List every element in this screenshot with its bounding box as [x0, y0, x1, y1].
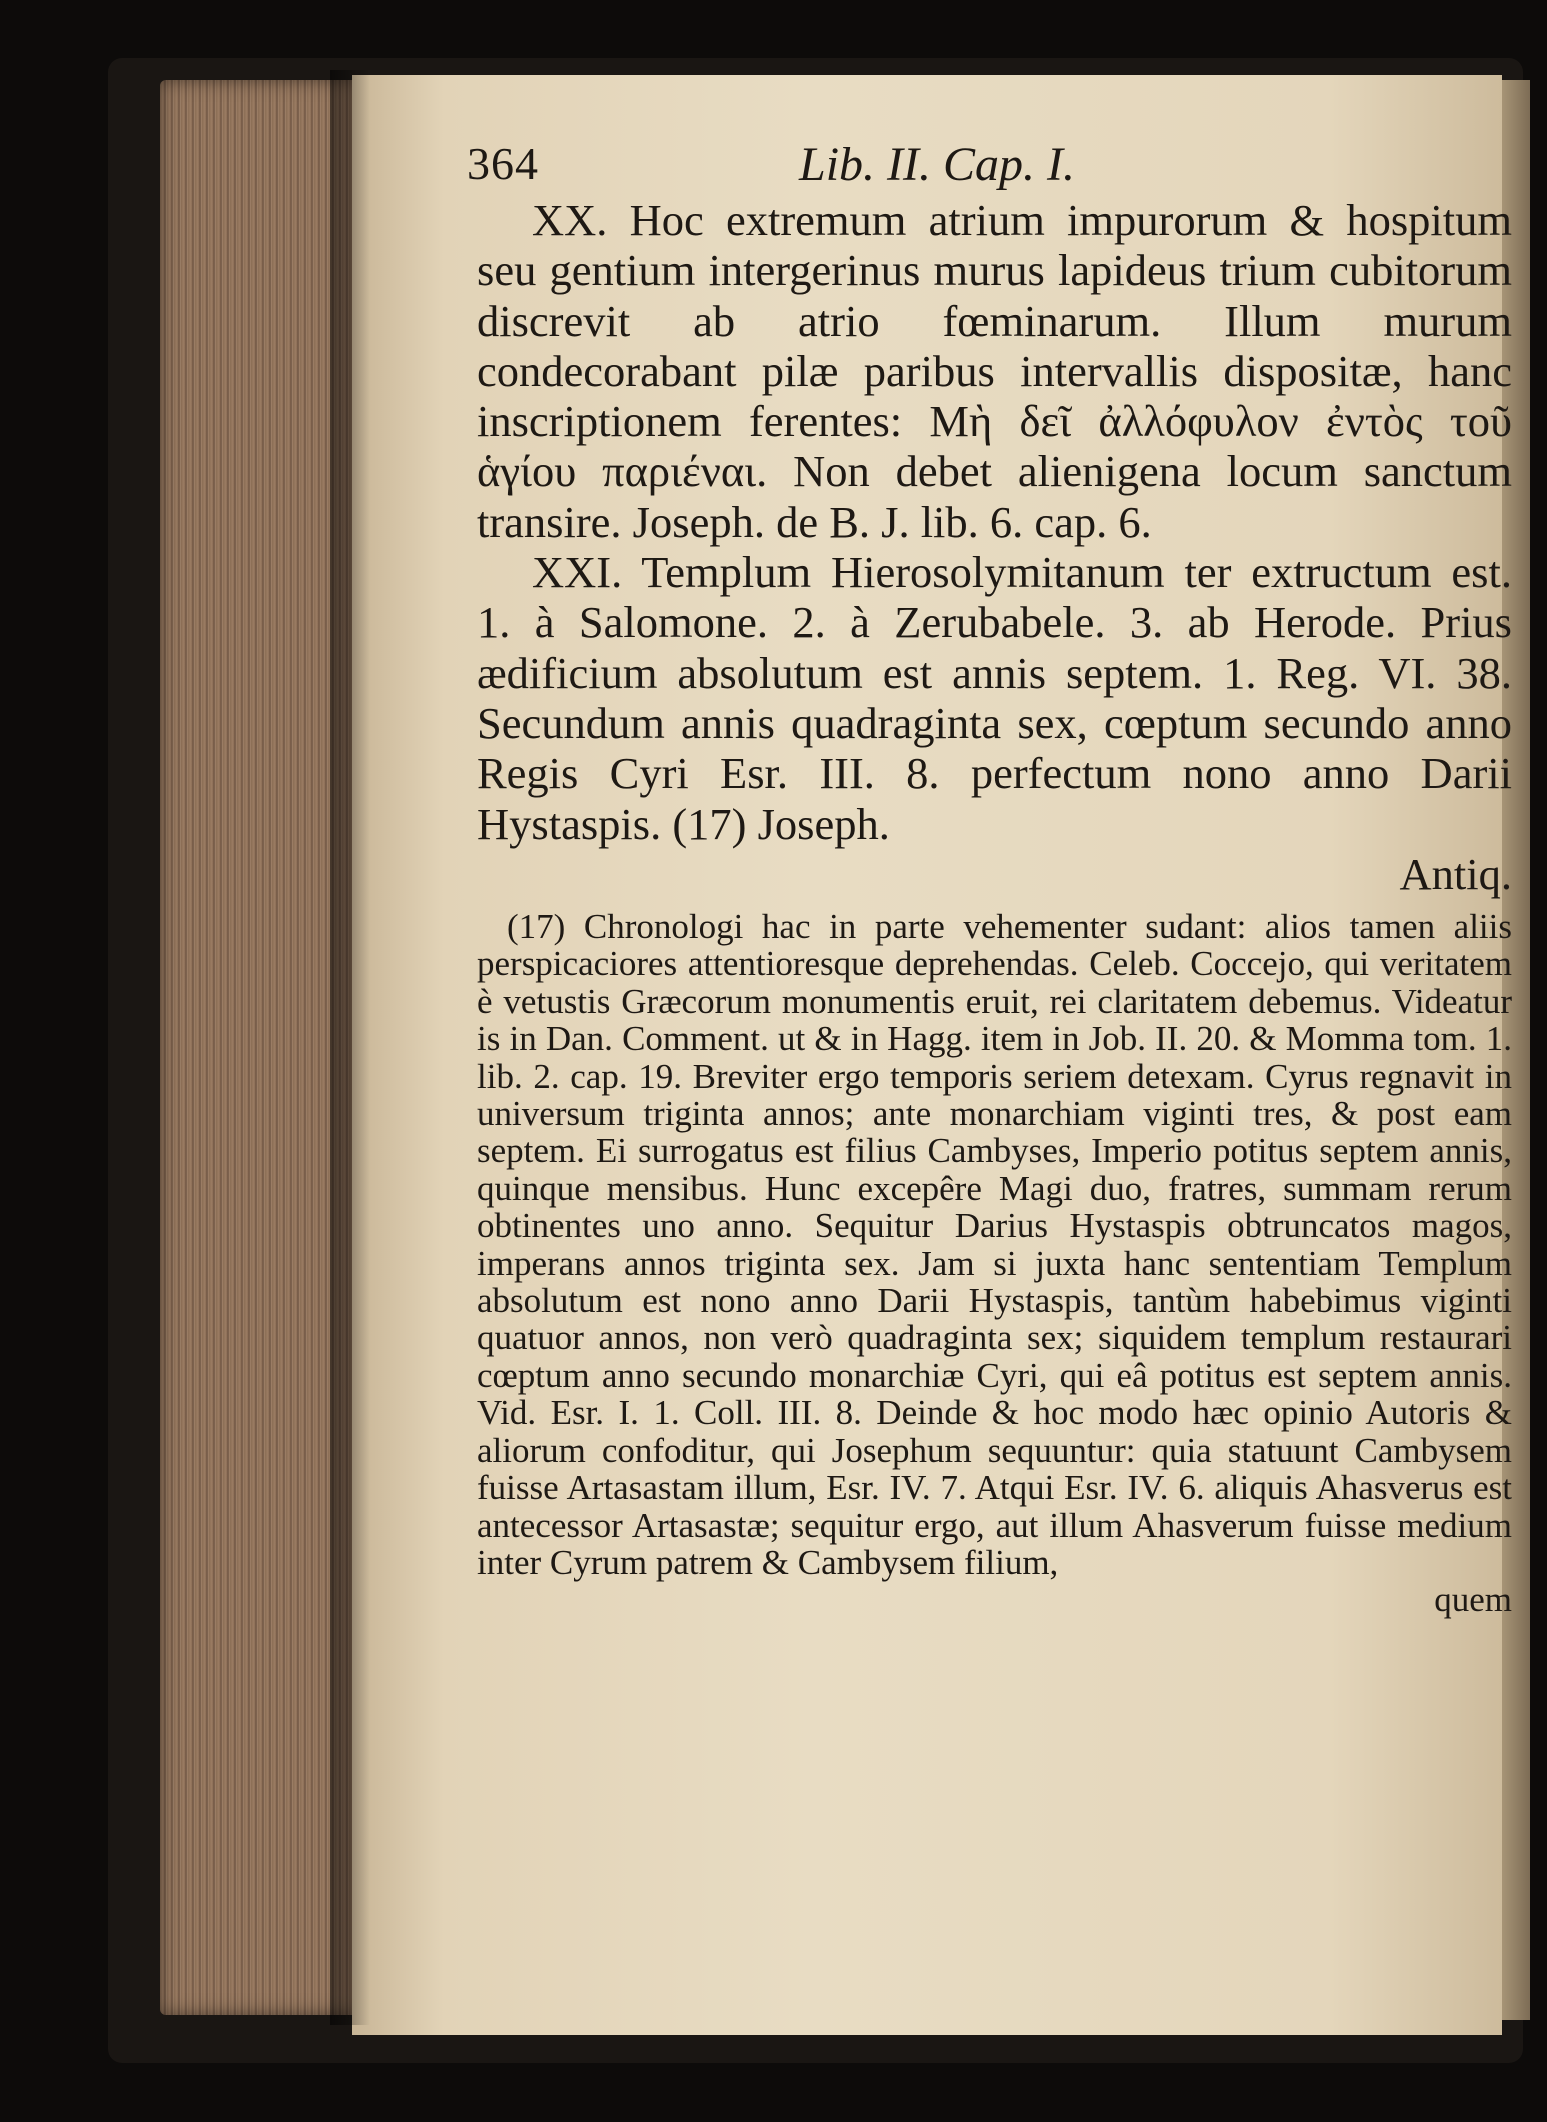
page-edges [160, 80, 352, 2015]
catchword-main: Antiq. [1399, 848, 1512, 899]
running-head: Lib. II. Cap. I. [799, 138, 1075, 191]
main-text [477, 195, 1512, 899]
footnote [477, 908, 1512, 1619]
page-number: 364 [467, 138, 539, 189]
page-header [467, 137, 1407, 197]
book-page [352, 75, 1512, 2035]
paragraph-xxi: XXI. Templum Hierosolymitanum ter extructum est. 1. à Salomone. 2. à Zerubabele. 3. ab Herode. Prius ædificium absolutum est annis septem. 1. Reg. VI. 38. Secundum annis quadraginta sex, cœptum secundo anno Regis Cyri Esr. III. 8. perfectum nono anno Darii Hystaspis. (17) Joseph. [477, 547, 1512, 849]
footnote-17: (17) Chronologi hac in parte vehementer sudant: alios tamen aliis perspicaciores attentioresque deprehendas. Celeb. Coccejo, qui veritatem è vetustis Græcorum monumentis eruit, rei claritatem debemus. Videatur is in Dan. Comment. ut & in Hagg. item in Job. II. 20. & Momma tom. 1. lib. 2. cap. 19. Breviter ergo temporis seriem detexam. Cyrus regnavit in universum triginta annos; ante monarchiam viginti tres, & post eam septem. Ei surrogatus est filius Cambyses, Imperio potitus septem annis, quinque mensibus. Hunc excepêre Magi duo, fratres, summam rerum obtinentes uno anno. Sequitur Darius Hystaspis obtruncatos magos, imperans annos triginta sex. Jam si juxta hanc sententiam Templum absolutum est nono anno Darii Hystaspis, tantùm habebimus viginti quatuor annos, non verò quadraginta sex; siquidem templum restaurari cœptum anno secundo monarchiæ Cyri, qui eâ potitus est septem annis. Vid. Esr. I. 1. Coll. III. 8. Deinde & hoc modo hæc opinio Autoris & aliorum confoditur, qui Josephum sequuntur: quia statuunt Cambysem fuisse Artasastam illum, Esr. IV. 7. Atqui Esr. IV. 6. aliquis Ahasverus est antecessor Artasastæ; sequitur ergo, aut illum Ahasverum fuisse medium inter Cyrum patrem & Cambysem filium, [477, 907, 1512, 1582]
spine-shadow [330, 70, 370, 2025]
catchword-footnote: quem [1434, 1580, 1512, 1620]
paragraph-xx: XX. Hoc extremum atrium impurorum & hospitum seu gentium intergerinus murus lapideus trium cubitorum discrevit ab atrio fœminarum. Illum murum condecorabant pilæ paribus intervallis dispositæ, hanc inscriptionem ferentes: Μὴ δεῖ ἀλλόφυλον ἐντὸς τοῦ ἁγίου παριέναι. Non debet alienigena locum sanctum transire. Joseph. de B. J. lib. 6. cap. 6. [477, 195, 1512, 547]
